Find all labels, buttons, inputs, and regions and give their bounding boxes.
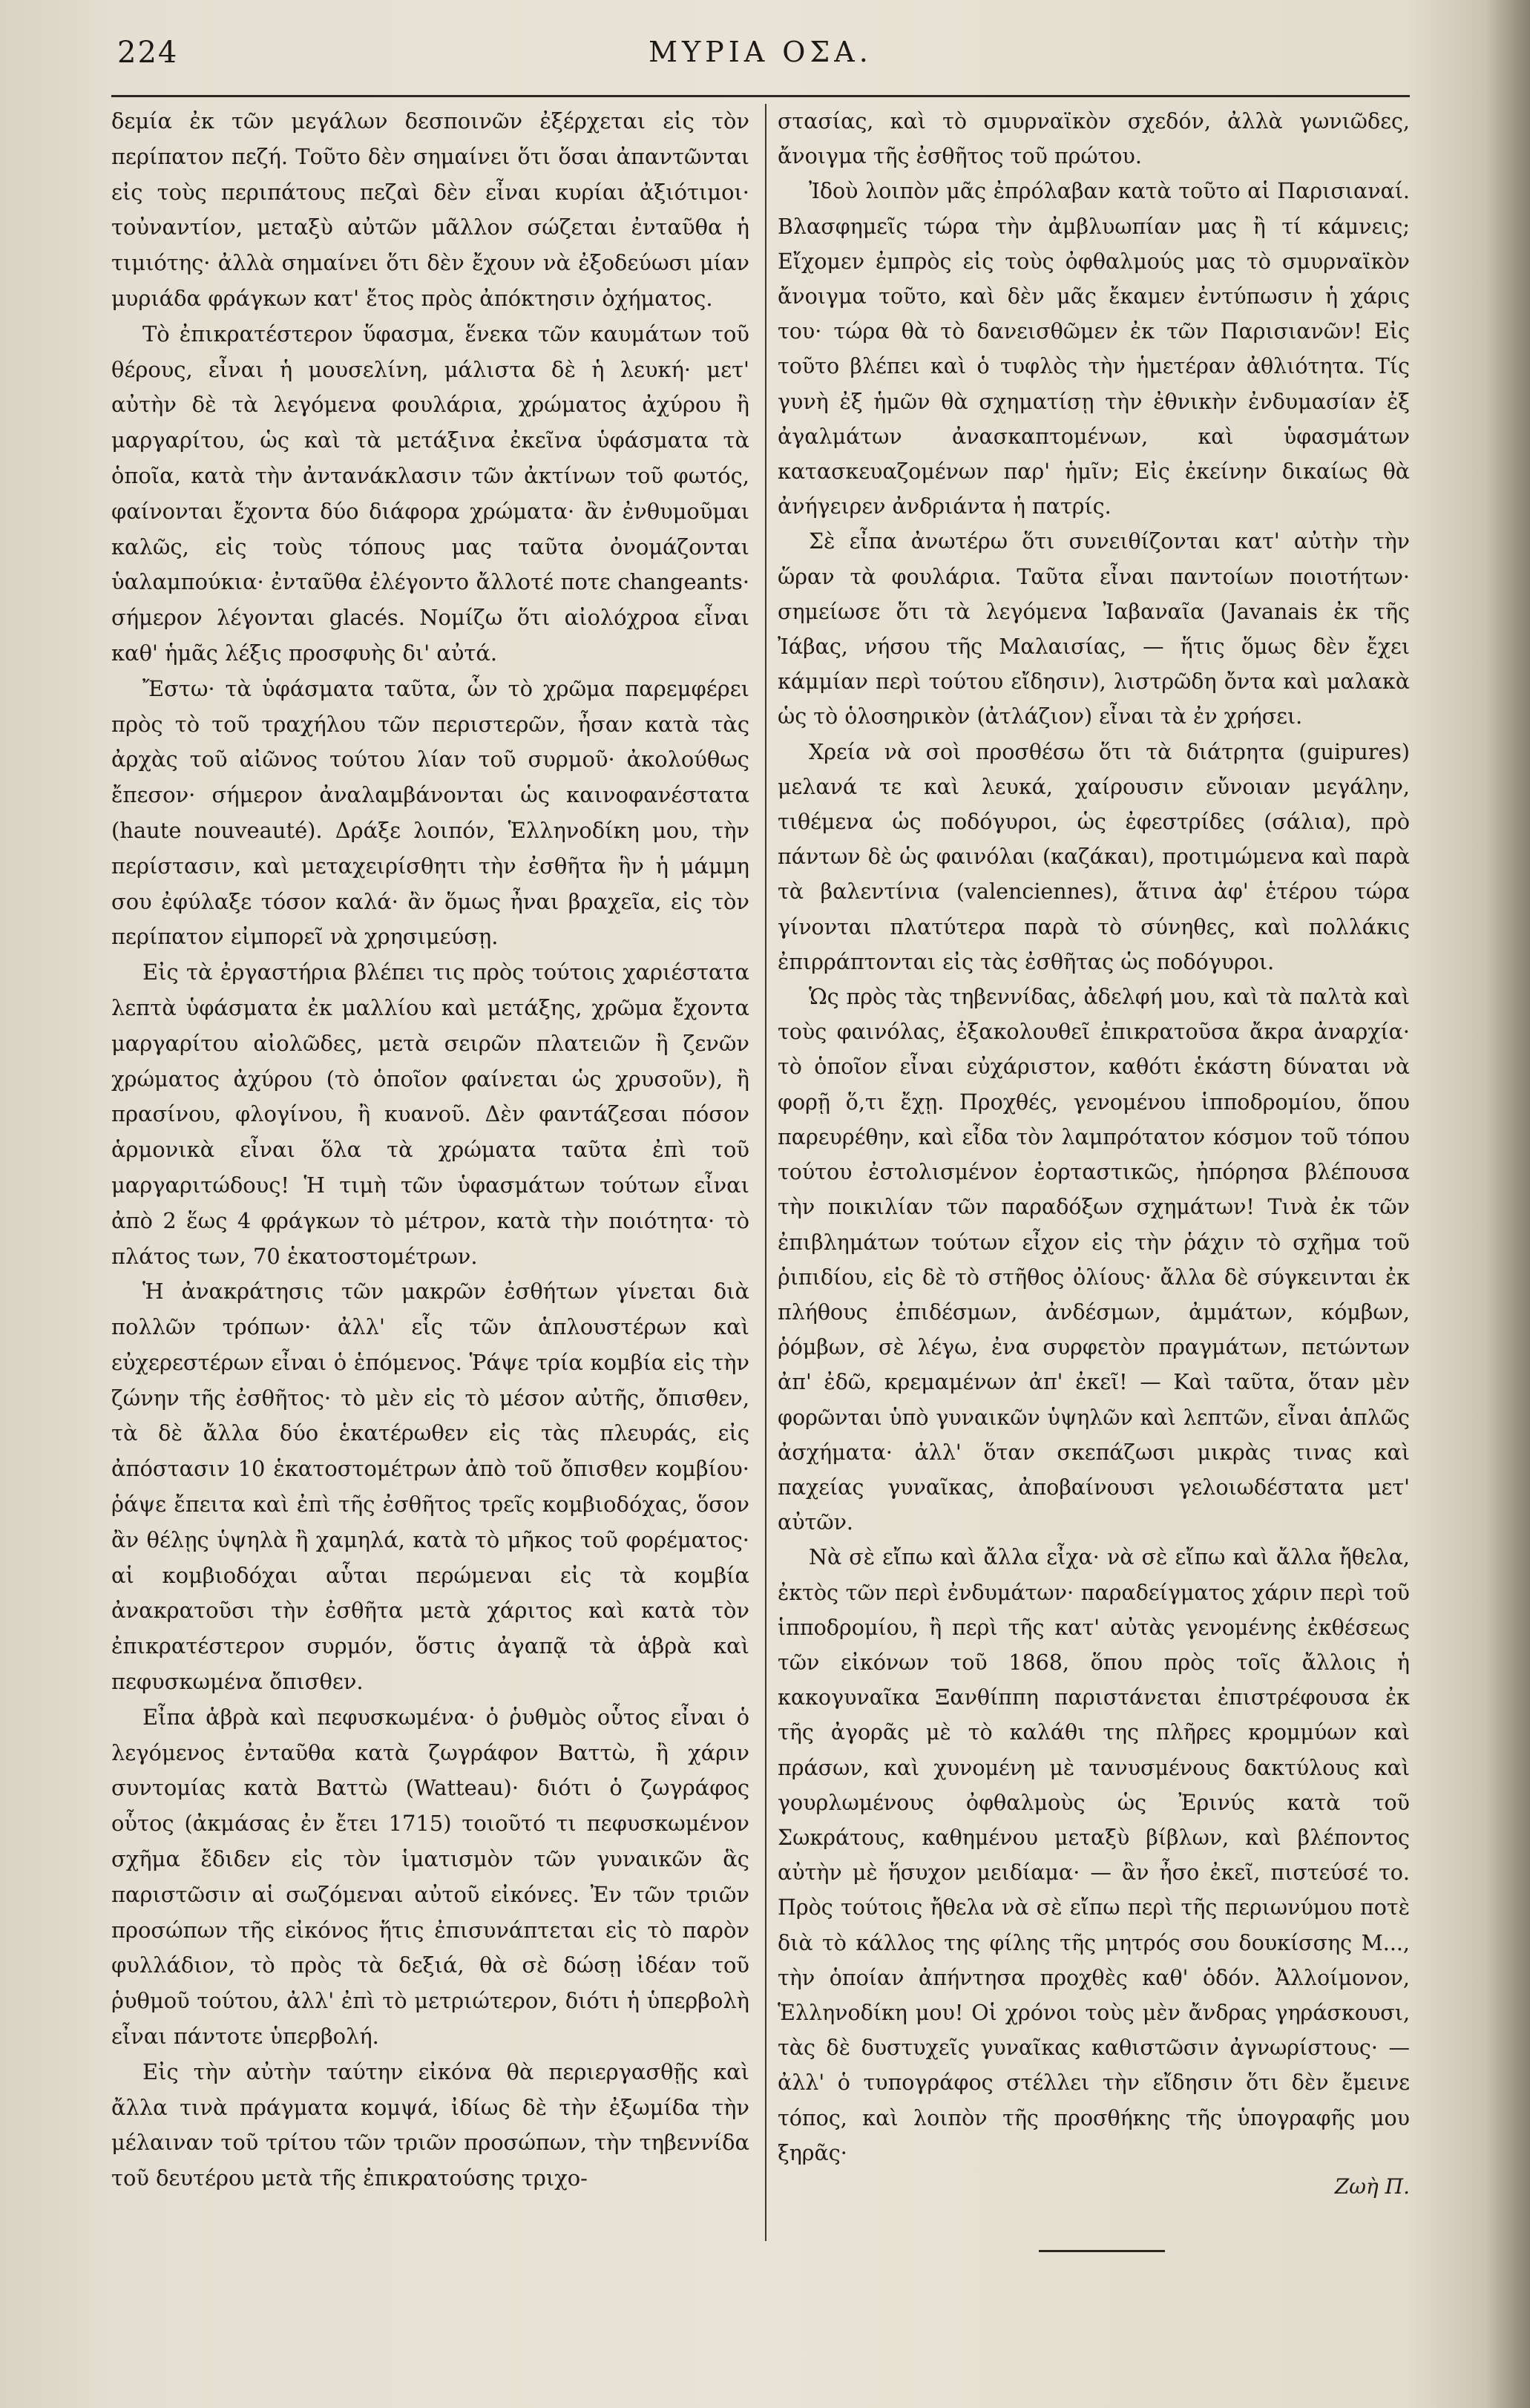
left-column [111,104,749,2256]
paragraph: δεμία ἐκ τῶν μεγάλων δεσποινῶν ἐξέρχεται εἰς τὸν περίπατον πεζή. Τοῦτο δὲν σημαίνει ὅτι ὅσαι ἀπαντῶνται εἰς τοὺς περιπάτους πεζαὶ δὲν εἶναι κυρίαι ἀξιότιμοι· τοὐναντίον, μεταξὺ αὐτῶν μᾶλλον σώζεται ἐνταῦθα ἡ τιμιότης· ἀλλὰ σημαίνει ὅτι δὲν ἔχουν νὰ ἐξοδεύωσι μίαν μυριάδα φράγκων κατ' ἔτος πρὸς ἀπόκτησιν ὀχήματος. [111,108,749,311]
paragraph: Ὡς πρὸς τὰς τηβεννίδας, ἀδελφή μου, καὶ τὰ παλτὰ καὶ τοὺς φαινόλας, ἐξακολουθεῖ ἐπικρατοῦσα ἄκρα ἀναρχία· τὸ ὁποῖον εἶναι εὐχάριστον, καθότι ἑκάστη δύναται νὰ φορῇ ὅ,τι ἔχῃ. Προχθές, γενομένου ἱπποδρομίου, ὅπου παρευρέθην, καὶ εἶδα τὸν λαμπρότατον κόσμον τοῦ τόπου τούτου ἐστολισμένον ἐορταστικῶς, ἠπόρησα βλέπουσα τὴν ποικιλίαν τῶν παραδόξων σχημάτων! Τινὰ ἐκ τῶν ἐπιβλημάτων τούτων εἶχον εἰς τὴν ῥάχιν τὸ σχῆμα τοῦ ῥιπιδίου, εἰς δὲ τὸ στῆθος ὀλίους· ἄλλα δὲ σύγκεινται ἐκ πλήθους ἐπιδέσμων, ἀνδέσμων, ἀμμάτων, κόμβων, ῥόμβων, σὲ λέγω, ἐνα συρφετὸν πραγμάτων, πετώντων ἀπ' ἐδῶ, κρεμαμένων ἀπ' ἐκεῖ! — Καὶ ταῦτα, ὅταν μὲν φορῶνται ὑπὸ γυναικῶν ὑψηλῶν καὶ λεπτῶν, εἶναι ἁπλῶς ἀσχήματα· ἀλλ' ὅταν σκεπάζωσι μικρὰς τινας καὶ παχείας γυναῖκας, ἀποβαίνουσι γελοιωδέστατα μετ' αὐτῶν. [778,985,1410,1535]
paragraph: Τὸ ἐπικρατέστερον ὕφασμα, ἕνεκα τῶν καυμάτων τοῦ θέρους, εἶναι ἡ μουσελίνη, μάλιστα δὲ ἡ λευκή· μετ' αὐτὴν δὲ τὰ λεγόμενα φουλάρια, χρώματος ἀχύρου ἢ μαργαρίτου, ὡς καὶ τὰ μετάξινα ἐκεῖνα ὑφάσματα τὰ ὁποῖα, κατὰ τὴν ἀντανάκλασιν τῶν ἀκτίνων τοῦ φωτός, φαίνονται ἔχοντα δύο διάφορα χρώματα· ἂν ἐνθυμοῦμαι καλῶς, εἰς τοὺς τόπους μας ταῦτα ὀνομάζονται ὑαλαμπούκια· ἐνταῦθα ἐλέγοντο ἄλλοτέ ποτε changeants· σήμερον λέγονται glacés. Νομίζω ὅτι αἰολόχροα εἶναι καθ' ἡμᾶς λέξις προσφυὴς δι' αὐτά. [111,321,749,666]
paragraph: Χρεία νὰ σοὶ προσθέσω ὅτι τὰ διάτρητα (guipures) μελανά τε καὶ λευκά, χαίρουσιν εὔνοιαν μεγάλην, τιθέμενα ὡς ποδόγυροι, ὡς ἐφεστρίδες (σάλια), πρὸ πάντων δὲ ὡς φαινόλαι (καζάκαι), προτιμώμενα καὶ παρὰ τὰ βαλεντίνια (valenciennes), ἅτινα ἀφ' ἑτέρου τώρα γίνονται πλατύτερα παρὰ τὸ σύνηθες, καὶ πολλάκις ἐπιρράπτονται εἰς τὰς ἐσθῆτας ὡς ποδόγυροι. [778,739,1410,974]
paragraph: στασίας, καὶ τὸ σμυρναϊκὸν σχεδόν, ἀλλὰ γωνιῶδες, ἄνοιγμα τῆς ἐσθῆτος τοῦ πρώτου. [778,109,1410,169]
page-number: 224 [117,36,179,70]
author-signature: Ζωὴ Π. [1334,2174,1410,2199]
paragraph: Σὲ εἶπα ἀνωτέρω ὅτι συνειθίζονται κατ' αὐτὴν τὴν ὥραν τὰ φουλάρια. Ταῦτα εἶναι παντοίων ποιοτήτων· σημείωσε ὅτι τὰ λεγόμενα Ἰαβαναῖα (Javanais ἐκ τῆς Ἰάβας, νήσου τῆς Μαλαισίας, — ἥτις ὅμως δὲν ἔχει κάμμίαν περὶ τούτου εἴδησιν), λιστρῶδη ὄντα καὶ μαλακὰ ὡς τὸ ὁλοσηρικὸν (ἀτλάζιον) εἶναι τὰ ἐν χρήσει. [778,529,1410,729]
end-rule [1039,2250,1165,2252]
running-title: ΜΥΡΙΑ ΟΣΑ. [649,36,873,68]
paragraph: Νὰ σὲ εἴπω καὶ ἄλλα εἶχα· νὰ σὲ εἴπω καὶ ἄλλα ἤθελα, ἐκτὸς τῶν περὶ ἐνδυμάτων· παραδείγματος χάριν περὶ τοῦ ἱπποδρομίου, ἢ περὶ τῆς κατ' αὐτὰς γενομένης ἐκθέσεως τῶν εἰκόνων τοῦ 1868, ὅπου πρὸς τοῖς ἄλλοις ἡ κακογυναῖκα Ξανθίππη παριστάνεται ἐπιστρέφουσα ἐκ τῆς ἀγορᾶς μὲ τὸ καλάθι της πλῆρες κρομμύων καὶ πράσων, καὶ χυνομένη μὲ τανυσμένους δακτύλους καὶ γουρλωμένους ὀφθαλμοὺς ὡς Ἐρινύς κατὰ τοῦ Σωκράτους, καθημένου μεταξὺ βίβλων, καὶ βλέποντος αὐτὴν μὲ ἥσυχον μειδίαμα· — ἂν ἦσο ἐκεῖ, πιστεύσέ το. Πρὸς τούτοις ἤθελα νὰ σὲ εἴπω περὶ τῆς περιωνύμου ποτὲ διὰ τὸ κάλλος της φίλης τῆς μητρός σου δουκίσσης Μ..., τὴν ὁποίαν ἀπήντησα προχθὲς καθ' ὁδόν. Ἀλλοίμονον, Ἑλληνοδίκη μου! Οἱ χρόνοι τοὺς μὲν ἄνδρας γηράσκουσι, τὰς δὲ δυστυχεῖς γυναῖκας καθιστῶσιν ἀγνωρίστους· — ἀλλ' ὁ τυπογράφος στέλλει τὴν εἴδησιν ὅτι δὲν ἔμεινε τόπος, καὶ λοιπὸν τῆς προσθήκης τῆς ὑπογραφῆς μου ξηρᾶς· [778,1545,1410,2165]
page-header [111,36,1410,80]
column-divider [765,104,766,2241]
paragraph: Ἡ ἀνακράτησις τῶν μακρῶν ἐσθήτων γίνεται διὰ πολλῶν τρόπων· ἀλλ' εἷς τῶν ἁπλουστέρων καὶ εὐχερεστέρων εἶναι ὁ ἑπόμενος. Ῥάψε τρία κομβία εἰς τὴν ζώνην τῆς ἐσθῆτος· τὸ μὲν εἰς τὸ μέσον αὐτῆς, ὄπισθεν, τὰ δὲ ἄλλα δύο ἑκατέρωθεν εἰς τὰς πλευράς, εἰς ἀπόστασιν 10 ἑκατοστομέτρων ἀπὸ τοῦ ὄπισθεν κομβίου· ῥάψε ἔπειτα καὶ ἐπὶ τῆς ἐσθῆτος τρεῖς κομβιοδόχας, ὅσον ἂν θέλῃς ὑψηλὰ ἢ χαμηλά, κατὰ τὸ μῆκος τοῦ φορέματος· αἱ κομβιοδόχαι αὗται περώμεναι εἰς τὰ κομβία ἀνακρατοῦσι τὴν ἐσθῆτα μετὰ χάριτος καὶ κατὰ τὸν ἐπικρατέστερον συρμόν, ὅστις ἀγαπᾷ τὰ ἁβρὰ καὶ πεφυσκωμένα ὄπισθεν. [111,1279,749,1695]
paragraph: Εἰς τὴν αὐτὴν ταύτην εἰκόνα θὰ περιεργασθῇς καὶ ἄλλα τινὰ πράγματα κομψά, ἰδίως δὲ τὴν ἐξωμίδα τὴν μέλαιναν τοῦ τρίτου τῶν τριῶν προσώπων, τὴν τηβεννίδα τοῦ δευτέρου μετὰ τῆς ἐπικρατούσης τριχο- [111,2058,749,2191]
paragraph: Εἶπα ἁβρὰ καὶ πεφυσκωμένα· ὁ ῥυθμὸς οὗτος εἶναι ὁ λεγόμενος ἐνταῦθα κατὰ ζωγράφον Βαττὼ, ἢ χάριν συντομίας κατὰ Βαττὼ (Watteau)· διότι ὁ ζωγράφος οὗτος (ἀκμάσας ἐν ἔτει 1715) τοιοῦτό τι πεφυσκωμένον σχῆμα ἔδιδεν εἰς τὸν ἱματισμὸν τῶν γυναικῶν ἃς παριστῶσιν αἱ σωζόμεναι αὐτοῦ εἰκόνες. Ἐν τῶν τριῶν προσώπων τῆς εἰκόνος ἥτις ἐπισυνάπτεται εἰς τὸ παρὸν φυλλάδιον, τὸ πρὸς τὰ δεξιά, θὰ σὲ δώσῃ ἰδέαν τοῦ ῥυθμοῦ τούτου, ἀλλ' ἐπὶ τὸ μετριώτερον, διότι ἡ ὑπερβολὴ εἶναι πάντοτε ὑπερβολή. [111,1704,749,2050]
paragraph: Ἔστω· τὰ ὑφάσματα ταῦτα, ὧν τὸ χρῶμα παρεμφέρει πρὸς τὸ τοῦ τραχήλου τῶν περιστερῶν, ἦσαν κατὰ τὰς ἀρχὰς τοῦ αἰῶνος τούτου λίαν τοῦ συρμοῦ· ἀκολούθως ἔπεσον· σήμερον ἀναλαμβάνονται ὡς καινοφανέστατα (haute nouveauté). Δράξε λοιπόν, Ἑλληνοδίκη μου, τὴν περίστασιν, καὶ μεταχειρίσθητι τὴν ἐσθῆτα ἣν ἡ μάμμη σου ἐφύλαξε τόσον καλά· ἂν ὅμως ἦναι βραχεῖα, εἰς τὸν περίπατον εἰμπορεῖ νὰ χρησιμεύσῃ. [111,675,749,950]
paragraph: Εἰς τὰ ἐργαστήρια βλέπει τις πρὸς τούτοις χαριέστατα λεπτὰ ὑφάσματα ἐκ μαλλίου καὶ μετάξης, χρῶμα ἔχοντα μαργαρίτου αἰολῶδες, μετὰ σειρῶν πλατειῶν ἢ ζενῶν χρώματος ἀχύρου (τὸ ὁποῖον φαίνεται ὡς χρυσοῦν), ἢ πρασίνου, φλογίνου, ἢ κυανοῦ. Δὲν φαντάζεσαι πόσον ἁρμονικὰ εἶναι ὅλα τὰ χρώματα ταῦτα ἐπὶ τοῦ μαργαριτώδους! Ἡ τιμὴ τῶν ὑφασμάτων τούτων εἶναι ἀπὸ 2 ἕως 4 φράγκων τὸ μέτρον, κατὰ τὴν ποιότητα· τὸ πλάτος των, 70 ἑκατοστομέτρων. [111,959,749,1269]
right-column [778,104,1410,2256]
header-rule [111,95,1410,97]
paragraph: Ἰδοὺ λοιπὸν μᾶς ἐπρόλαβαν κατὰ τοῦτο αἱ Παρισιαναί. Βλασφημεῖς τώρα τὴν ἀμβλυωπίαν μας ἢ τί κάμνεις; Εἴχομεν ἐμπρὸς εἰς τοὺς ὀφθαλμούς μας τὸ σμυρναϊκὸν ἄνοιγμα τοῦτο, καὶ δὲν μᾶς ἔκαμεν ἐντύπωσιν ἡ χάρις του· τώρα θὰ τὸ δανεισθῶμεν ἐκ τῶν Παρισιανῶν! Εἰς τοῦτο βλέπει καὶ ὁ τυφλὸς τὴν ἡμετέραν ἀθλιότητα. Τίς γυνὴ ἐξ ἡμῶν θὰ σχηματίσῃ τὴν ἐθνικὴν ἐνδυμασίαν ἐξ ἀγαλμάτων ἀνασκαπτομένων, καὶ ὑφασμάτων κατασκευαζομένων παρ' ἡμῖν; Εἰς ἐκείνην δικαίως θὰ ἀνήγειρεν ἀνδριάντα ἡ πατρίς. [778,179,1410,519]
